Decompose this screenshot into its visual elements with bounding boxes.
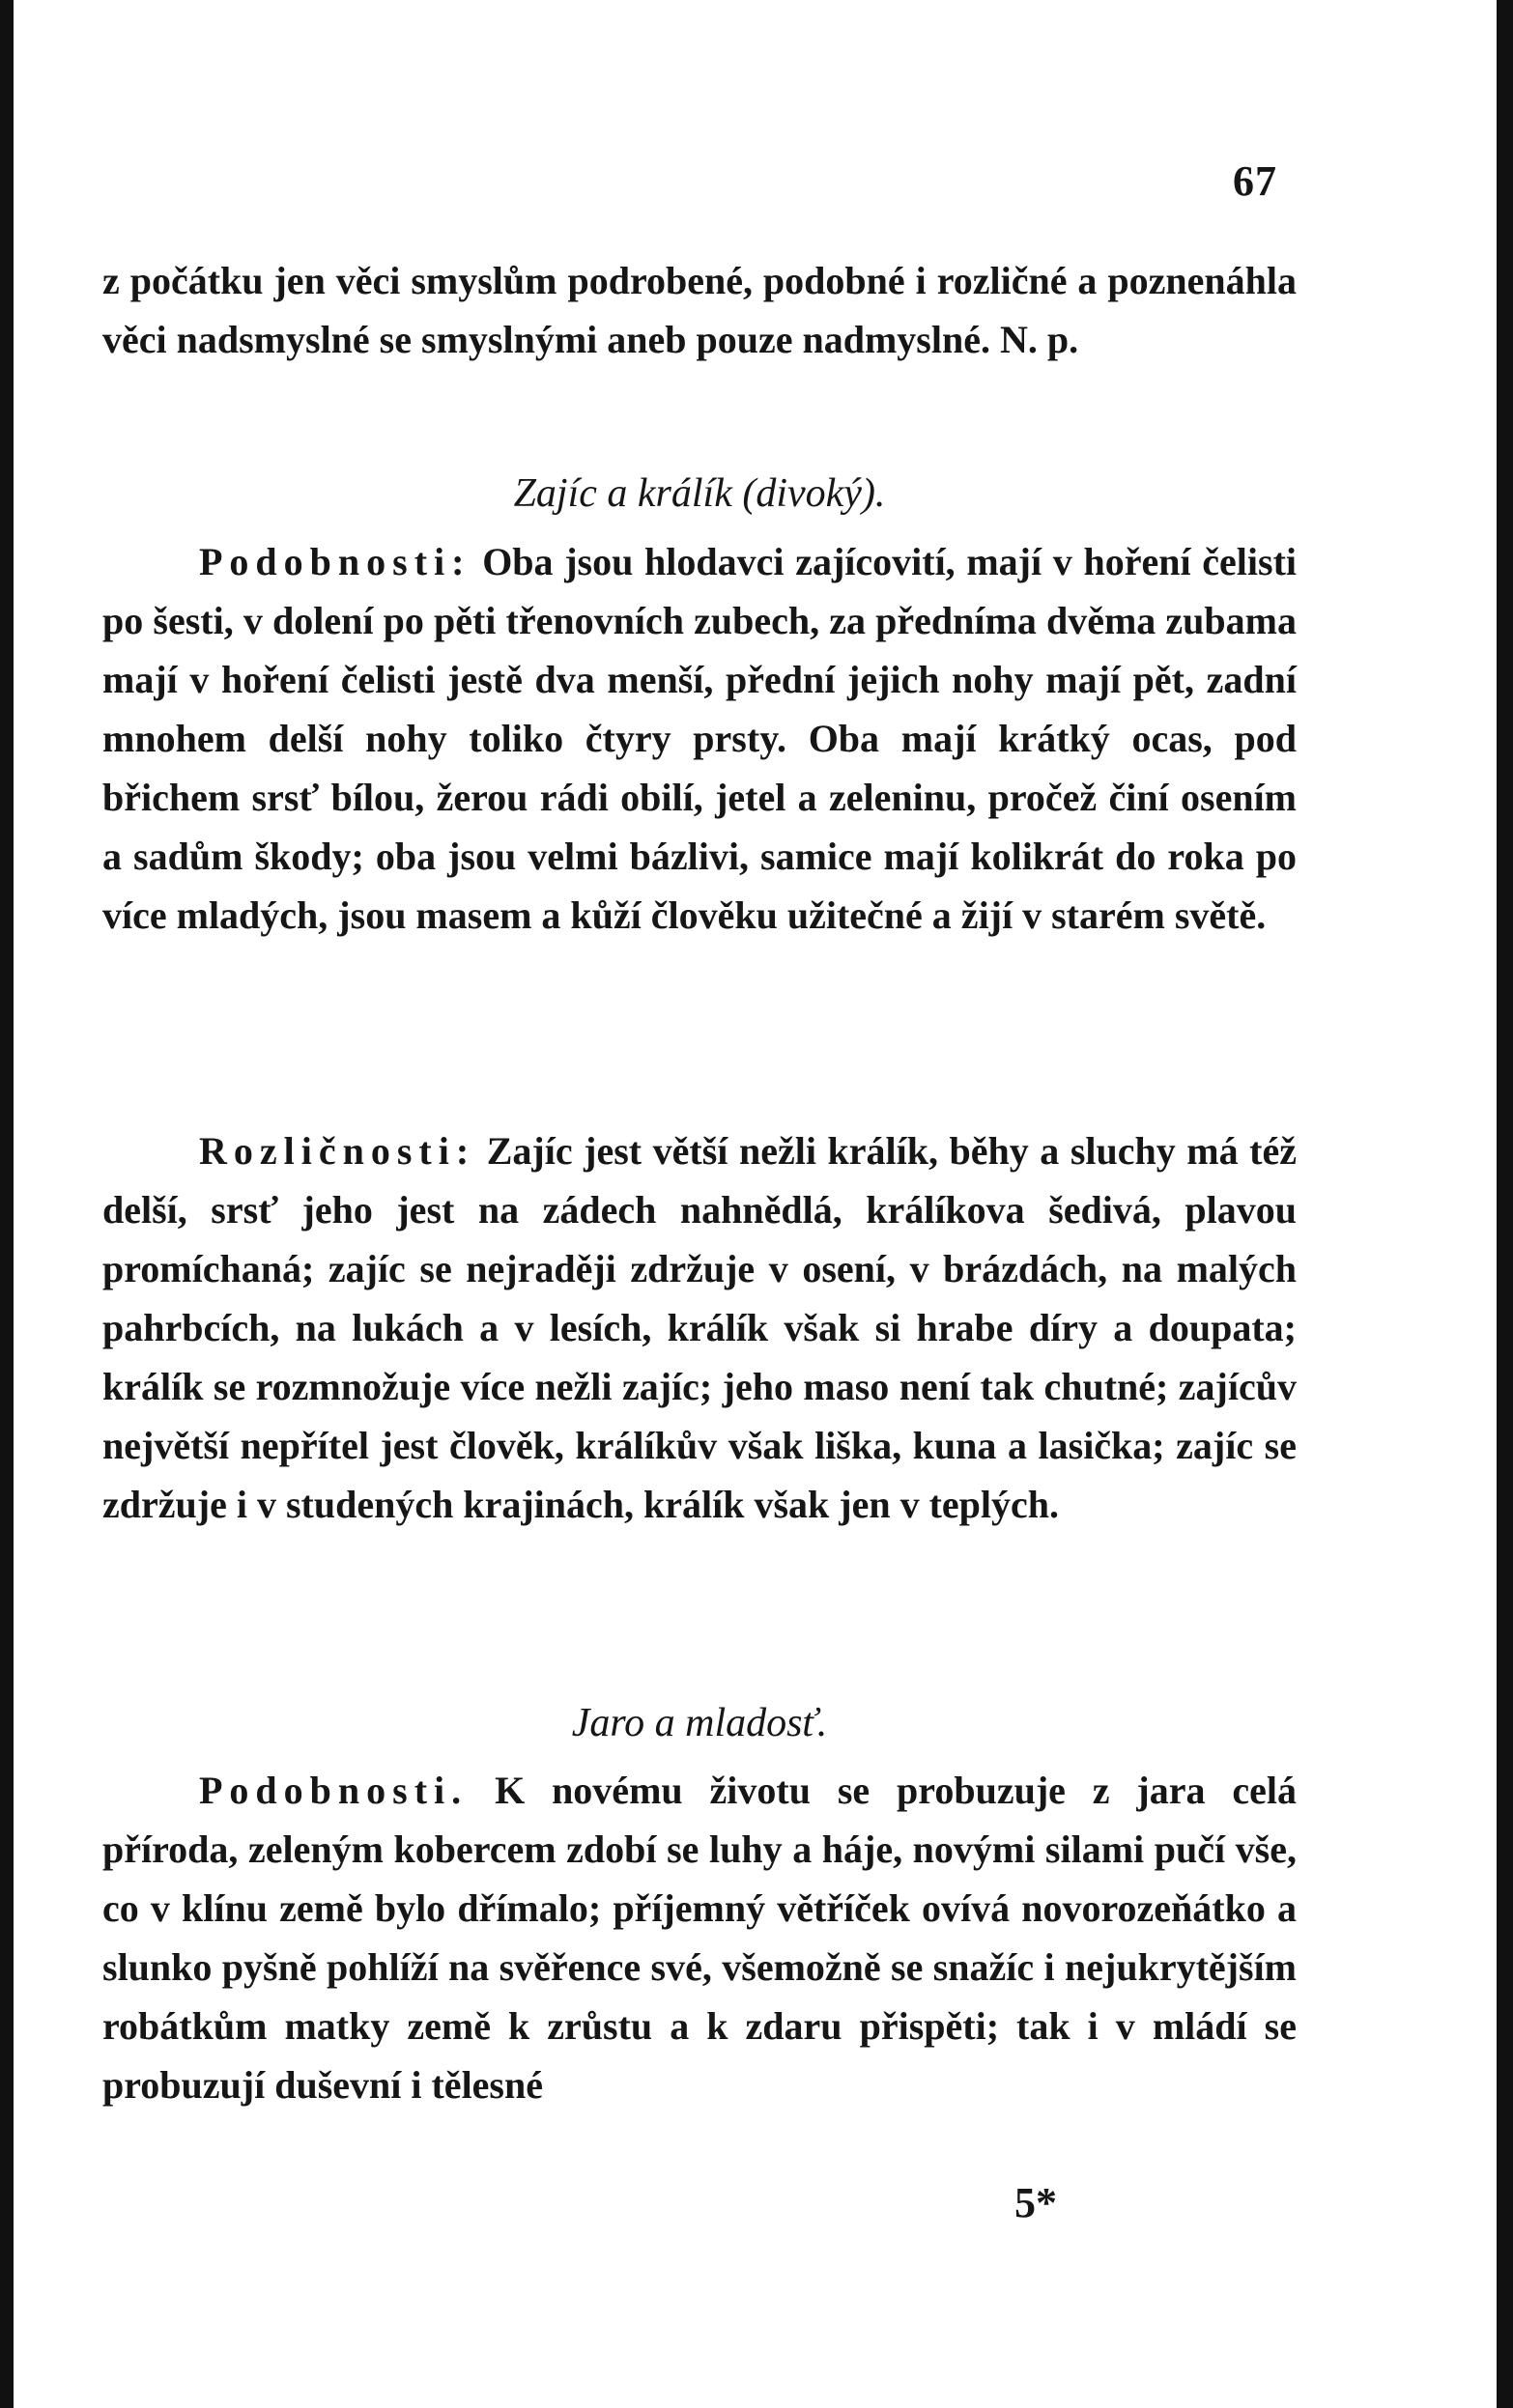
differences-paragraph	[102, 1121, 1297, 1534]
similarities-label-2: Podobnosti.	[199, 1769, 469, 1812]
differences-label: Rozličnosti:	[199, 1129, 476, 1173]
similarities-paragraph-1	[102, 532, 1297, 945]
similarities-label: Podobnosti:	[199, 540, 471, 583]
right-page-edge	[1497, 0, 1513, 2408]
printer-signature-mark: 5*	[1014, 2179, 1057, 2226]
similarities-text: Oba jsou hlodavci zajícovití, mají v hoření čelisti po šesti, v dolení po pěti třenovních zubech, za předníma dvěma zubama mají v hoření čelisti jestě dva menší, přední jejich nohy mají pět, zadní mnohem delší nohy toliko čtyry prsty. Oba mají krátký ocas, pod břichem srsť bílou, žerou rádi obilí, jetel a zeleninu, pročež činí osením a sadům škody; oba jsou velmi bázlivi, samice mají kolikrát do roka po více mladých, jsou masem a kůží člověku užitečné a žijí v starém světě.	[102, 540, 1297, 937]
page-number: 67	[1233, 157, 1277, 205]
intro-paragraph: z počátku jen věci smyslům podrobené, podobné i rozličné a poznenáhla věci nadsmyslné se smyslnými aneb pouze nadmyslné. N. p.	[102, 259, 1297, 361]
left-page-edge	[0, 0, 14, 2408]
section-heading-spring-youth: Jaro a mladosť.	[571, 1701, 828, 1745]
similarities-paragraph-2	[102, 1761, 1297, 2114]
section-heading-hare-rabbit: Zajíc a králík (divoký).	[513, 471, 886, 516]
differences-text: Zajíc jest větší nežli králík, běhy a sluchy má též delší, srsť jeho jest na zádech nahnědlá, králíkova šedivá, plavou promíchaná; zajíc se nejraději zdržuje v osení, v brázdách, na malých pahrbcích, na lukách a v lesích, králík však si hrabe díry a doupata; králík se rozmnožuje více nežli zajíc; jeho maso není tak chutné; zajícův největší nepřítel jest člověk, králíkův však liška, kuna a lasička; zajíc se zdržuje i v studených krajinách, králík však jen v teplých.	[102, 1129, 1297, 1526]
similarities-text-2: K novému životu se probuzuje z jara celá příroda, zeleným kobercem zdobí se luhy a háje, novými silami pučí vše, co v klínu země bylo dřímalo; příjemný větříček ovívá novorozeňátko a slunko pyšně pohlíží na svěřence své, všemožně se snažíc i nejukrytějším robátkům matky země k zrůstu a k zdaru přispěti; tak i v mládí se probuzují duševní i tělesné	[102, 1769, 1297, 2107]
